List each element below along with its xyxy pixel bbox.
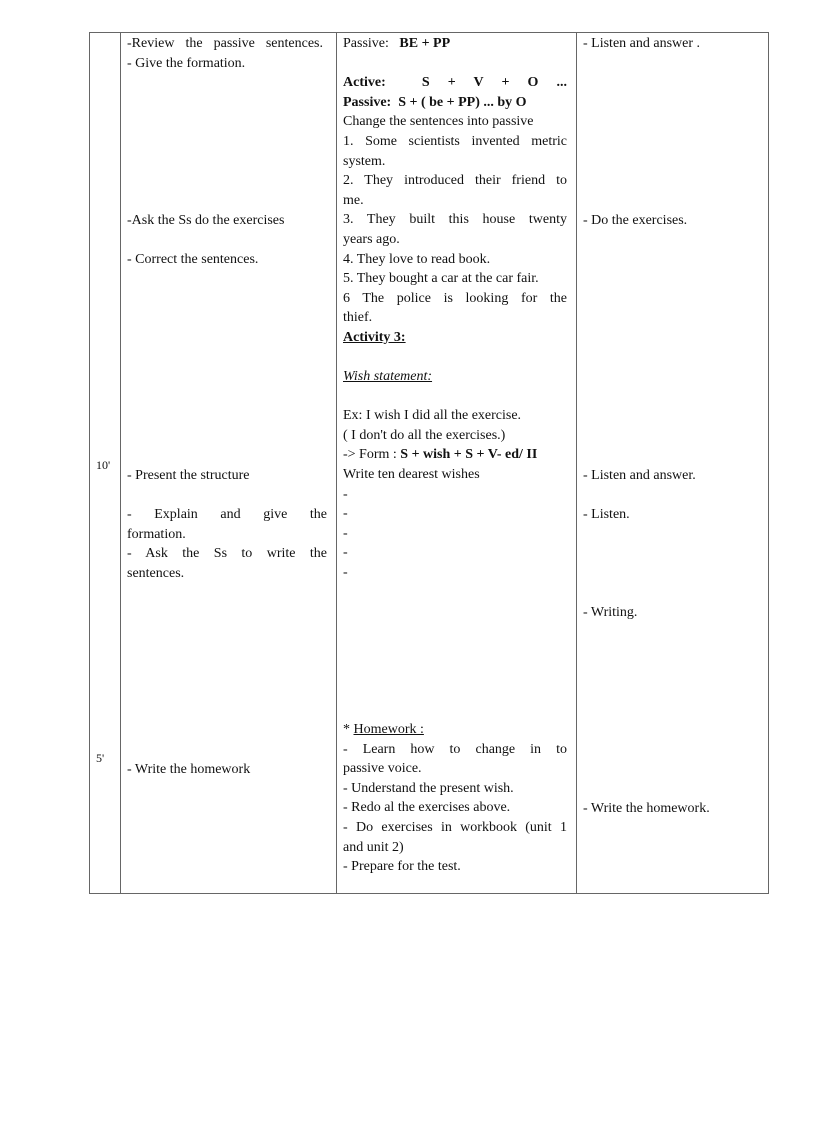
homework-line: - Understand the present wish. — [343, 780, 514, 796]
time-marker: 5' — [96, 751, 105, 765]
blank-dash: - — [343, 506, 348, 522]
wish-example-note: ( I don't do all the exercises.) — [343, 427, 506, 443]
teacher-activity: - Correct the sentences. — [127, 252, 259, 268]
exercise-line: thief. — [343, 310, 373, 326]
students-activities — [583, 603, 763, 623]
homework-line: - Redo al the exercises above. — [343, 800, 511, 816]
wish-heading: Wish statement: — [343, 369, 433, 385]
exercise-line: years ago. — [343, 231, 400, 247]
active-label: Active: — [343, 75, 386, 91]
content-block-passive — [343, 34, 567, 583]
student-activity: - Listen and answer. — [583, 468, 696, 483]
student-activity: - Listen and answer . — [583, 36, 701, 51]
teacher-activity: - Present the structure — [127, 468, 250, 483]
homework-star: * — [343, 722, 354, 737]
students-activities — [583, 211, 763, 231]
content-block-homework — [343, 720, 567, 877]
exercise-line: 4. They love to read book. — [343, 251, 491, 267]
time-marker: 10' — [96, 458, 111, 472]
exercise-line: 3. They built this house twenty — [343, 212, 567, 228]
column-divider — [336, 33, 337, 893]
homework-line: - Do exercises in workbook (unit 1 — [343, 819, 567, 835]
blank-dash: - — [343, 525, 348, 541]
blank-dash: - — [343, 545, 348, 561]
homework-line: and unit 2) — [343, 839, 404, 855]
students-activities — [583, 34, 763, 54]
passive-label-2: Passive: — [343, 94, 392, 110]
exercise-line: 5. They bought a car at the car fair. — [343, 271, 539, 287]
exercise-line: 6 The police is looking for the — [343, 290, 567, 306]
teacher-activity: - Give the formation. — [127, 55, 246, 71]
teacher-activity: sentences. — [127, 565, 185, 581]
exercise-line: 2. They introduced their friend to — [343, 173, 567, 189]
lesson-table — [89, 32, 769, 894]
activity-heading: Activity 3: — [343, 329, 406, 345]
form-prefix: -> Form : — [343, 447, 397, 463]
form-formula: S + wish + S + V- ed/ II — [400, 447, 538, 463]
teacher-activity: - Write the homework — [127, 762, 251, 777]
teacher-activity: - Explain and give the — [127, 507, 327, 523]
column-divider — [576, 33, 577, 893]
student-activity: - Listen. — [583, 507, 630, 523]
column-divider — [120, 33, 121, 893]
student-activity: - Write the homework. — [583, 801, 710, 816]
passive-formula: BE + PP — [399, 36, 451, 51]
teacher-activity: - Ask the Ss to write the — [127, 546, 327, 562]
wish-example: Ex: I wish I did all the exercise. — [343, 408, 522, 424]
instruction: Change the sentences into passive — [343, 114, 534, 130]
blank-dash: - — [343, 486, 348, 502]
homework-line: - Learn how to change in to — [343, 741, 567, 757]
teacher-activity: formation. — [127, 526, 186, 542]
students-activities — [583, 799, 763, 819]
student-activity: - Do the exercises. — [583, 213, 688, 228]
passive-formula-2: S + ( be + PP) ... by O — [398, 94, 527, 110]
students-activities — [583, 466, 763, 525]
blank-dash: - — [343, 565, 348, 581]
homework-line: - Prepare for the test. — [343, 859, 461, 875]
exercise-line: system. — [343, 153, 386, 169]
exercise-line: me. — [343, 192, 364, 208]
teacher-activity: -Review the passive sentences. — [127, 36, 323, 51]
passive-label: Passive: — [343, 36, 389, 51]
wish-task: Write ten dearest wishes — [343, 467, 480, 483]
homework-line: passive voice. — [343, 761, 422, 777]
teacher-activity: -Ask the Ss do the exercises — [127, 213, 285, 228]
homework-heading: Homework : — [353, 722, 424, 737]
teacher-activities-review — [127, 34, 323, 73]
teacher-activities-wish — [127, 466, 327, 584]
teacher-activities-homework — [127, 760, 323, 780]
student-activity: - Writing. — [583, 605, 638, 620]
teacher-activities-exercises — [127, 211, 323, 270]
exercise-line: 1. Some scientists invented metric — [343, 133, 567, 149]
active-formula: S + V + O ... — [421, 75, 567, 91]
